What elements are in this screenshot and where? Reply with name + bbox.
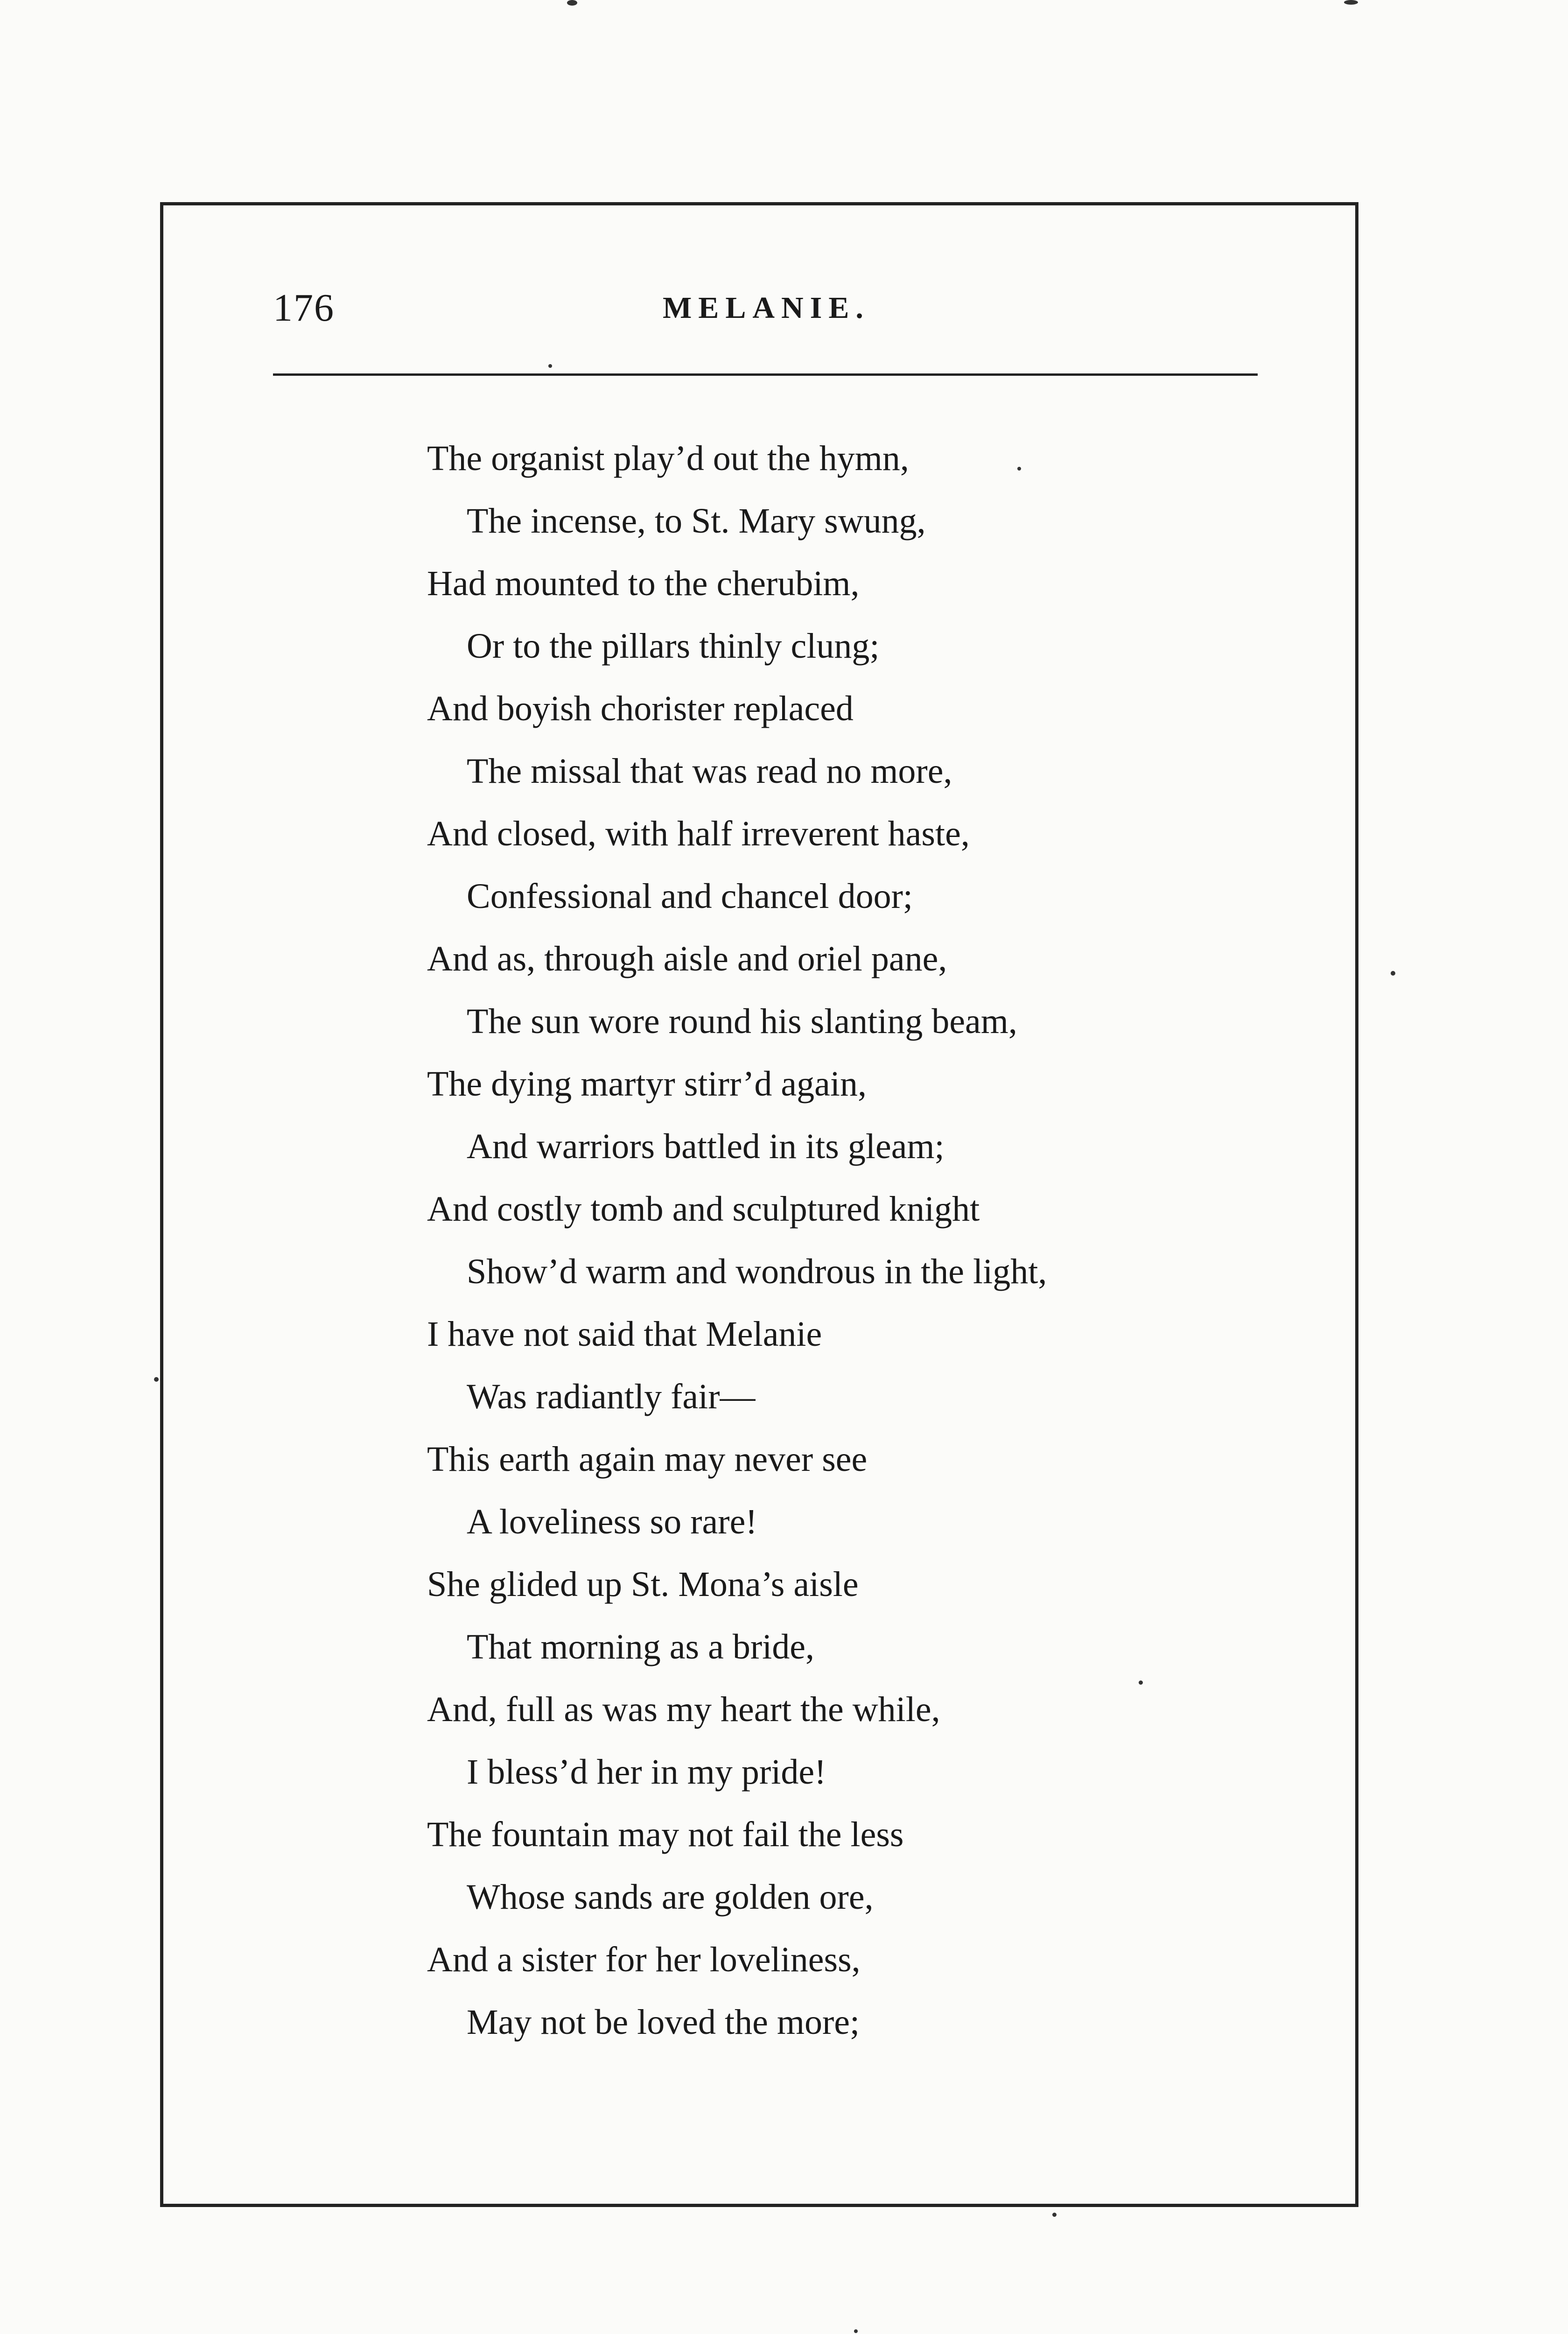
poem-line: Had mounted to the cherubim, bbox=[427, 564, 860, 603]
poem-line: Confessional and chancel door; bbox=[467, 877, 913, 916]
poem-line: And boyish chorister replaced bbox=[427, 689, 854, 728]
poem-line: And closed, with half irreverent haste, bbox=[427, 814, 970, 853]
poem-stanza bbox=[427, 427, 1314, 2053]
poem-line: That morning as a bride, bbox=[467, 1627, 815, 1666]
poem-line: She glided up St. Mona’s aisle bbox=[427, 1565, 859, 1604]
poem-line: A loveliness so rare! bbox=[467, 1502, 757, 1541]
poem-line: Was radiantly fair— bbox=[467, 1377, 756, 1416]
poem-line: And costly tomb and sculptured knight bbox=[427, 1189, 980, 1229]
poem-line: The missal that was read no more, bbox=[467, 752, 952, 791]
poem-line: Show’d warm and wondrous in the light, bbox=[467, 1252, 1047, 1291]
running-title: MELANIE. bbox=[663, 291, 870, 325]
page-number: 176 bbox=[273, 286, 335, 330]
poem-line: The fountain may not fail the less bbox=[427, 1815, 904, 1854]
poem-line: And as, through aisle and oriel pane, bbox=[427, 939, 947, 978]
poem-line: The incense, to St. Mary swung, bbox=[467, 501, 926, 541]
poem-line: This earth again may never see bbox=[427, 1440, 868, 1479]
header-rule bbox=[273, 373, 1258, 376]
poem-line: I have not said that Melanie bbox=[427, 1315, 822, 1354]
poem-line: I bless’d her in my pride! bbox=[467, 1752, 826, 1792]
poem-line: And a sister for her loveliness, bbox=[427, 1940, 861, 1979]
poem-line: And warriors battled in its gleam; bbox=[467, 1127, 945, 1166]
poem-line: Or to the pillars thinly clung; bbox=[467, 626, 880, 666]
poem-line: Whose sands are golden ore, bbox=[467, 1877, 874, 1917]
poem-line: The sun wore round his slanting beam, bbox=[467, 1002, 1017, 1041]
poem-line: May not be loved the more; bbox=[467, 2003, 860, 2042]
poem-line: The organist play’d out the hymn, bbox=[427, 439, 909, 478]
poem-line: And, full as was my heart the while, bbox=[427, 1690, 940, 1729]
poem-line: The dying martyr stirr’d again, bbox=[427, 1064, 867, 1104]
